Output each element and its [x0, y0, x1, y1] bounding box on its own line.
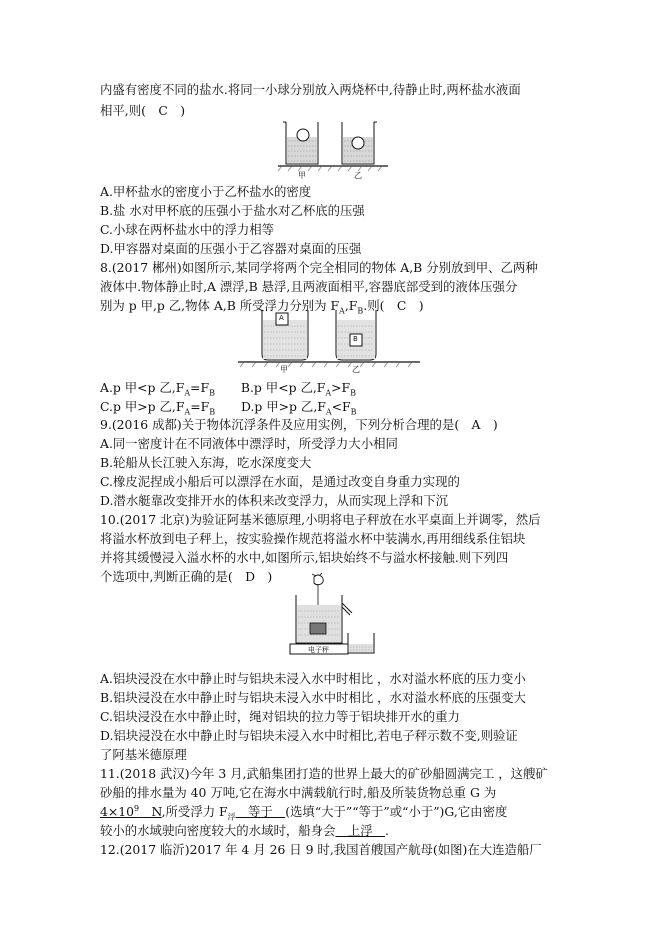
q8-line-3: 别为 p 甲,p 乙,物体 A,B 所受浮力分别为 $F_A,F_B$.则( C ): [100, 298, 424, 316]
q9-option-a: A.同一密度计在不同液体中漂浮时，所受浮力大小相同: [100, 436, 398, 451]
q10-line-3: 并将其缓慢浸入溢水杯的水中,如图所示,铝块始终不与溢水杯接触.则下列四: [100, 550, 509, 565]
fig2-label-a: A: [279, 314, 284, 322]
overflow-cup-figure: [286, 573, 378, 661]
q11-line-2: 砂船的排水量为 40 万吨,它在海水中满载航行时,船及所装货物总重 G 为: [100, 785, 497, 800]
q10-option-c: C.铝块浸没在水中静止时，绳对铝块的拉力等于铝块排开水的重力: [100, 709, 460, 724]
q9-option-b: B.轮船从长江驶入东海，吃水深度变大: [100, 455, 312, 470]
q11-line-3: $4\times 10^9$ N,所受浮力 $F_浮$ 等于 (选填“大于”“等于”或“小于”)G,它由密度: [100, 803, 508, 822]
q10-option-d-cont: 了阿基米德原理: [100, 747, 187, 762]
beakers-ball-figure: [278, 118, 388, 180]
q11-line-4: 较小的水域驶向密度较大的水域时，船身会 上浮 .: [100, 823, 389, 838]
q9-option-d: D.潜水艇靠改变排开水的体积来改变浮力，从而实现上浮和下沉: [100, 493, 448, 508]
q7-option-a: A.甲杯盐水的密度小于乙杯盐水的密度: [100, 184, 312, 199]
fig1-label-right: 乙: [354, 171, 362, 180]
fig2-label-b: B: [353, 335, 358, 343]
q11-answer-weight: $4\times 10^9$ N: [100, 803, 162, 819]
q8-line-2: 液体中.物体静止时,A 漂浮,B 悬浮,且两液面相平,容器底部受到的液体压强分: [100, 279, 518, 294]
q10-line-4: 个选项中,判断正确的是( D ): [100, 569, 273, 584]
q8-options-row-2: C.p 甲>p 乙$,F_A=F_B$ D.p 甲>p 乙$,F_A<F_B$: [100, 399, 357, 417]
q10-option-a: A.铝块浸没在水中静止时与铝块未浸入水中时相比 ，水对溢水杯底的压力变小: [100, 671, 526, 686]
q7-option-b: B.盐 水对甲杯底的压强小于盐水对乙杯底的压强: [100, 203, 365, 218]
q12-line-1: 12.(2017 临沂)2017 年 4 月 26 日 9 时,我国首艘国产航母(如图)在大连造船厂: [100, 842, 542, 857]
intro-line-1: 内盛有密度不同的盐水.将同一小球分别放入两烧杯中,待静止时,两杯盐水液面: [100, 82, 521, 97]
q7-option-d: D.甲容器对桌面的压强小于乙容器对桌面的压强: [100, 241, 362, 256]
q10-option-d: D.铝块浸没在水中静止时与铝块未浸入水中时相比,若电子秤示数不变,则验证: [100, 728, 518, 743]
q10-line-2: 将溢水杯放到电子秤上，按实验操作规范将溢水杯中装满水,再用细线系住铝块: [100, 531, 526, 546]
q11-answer-float: 上浮: [335, 823, 385, 838]
q10-option-b: B.铝块浸没在水中静止时与铝块未浸入水中时相比 ，水对溢水杯底的压强变大: [100, 690, 526, 705]
q9-option-c: C.橡皮泥捏成小船后可以漂浮在水面，是通过改变自身重力实现的: [100, 474, 460, 489]
q9-stem: 9.(2016 成都)关于物体沉浮条件及应用实例，下列分析合理的是( A ): [100, 417, 498, 432]
intro-line-2: 相平,则( C ): [100, 103, 186, 118]
q8-options-row-1: A.p 甲<p 乙$,F_A=F_B$ B.p 甲<p 乙$,F_A>F_B$: [100, 380, 357, 398]
fig1-label-left: 甲: [298, 171, 306, 180]
q10-line-1: 10.(2017 北京)为验证阿基米德原理,小明将电子秤放在水平桌面上并调零，然后: [100, 512, 541, 527]
containers-ab-figure: [238, 306, 420, 376]
fig2-label-right: 乙: [352, 365, 360, 374]
fig2-label-left: 甲: [280, 365, 288, 374]
q7-option-c: C.小球在两杯盐水中的浮力相等: [100, 222, 275, 237]
scale-label: 电子秤: [308, 646, 329, 654]
q11-line-1: 11.(2018 武汉)今年 3 月,武船集团打造的世界上最大的矿砂船圆满完工 ，这艘矿: [100, 766, 548, 781]
q8-line-1: 8.(2017 郴州)如图所示,某同学将两个完全相同的物体 A,B 分别放到甲、乙两种: [100, 260, 538, 275]
q11-answer-buoyancy: 等于: [235, 804, 286, 819]
